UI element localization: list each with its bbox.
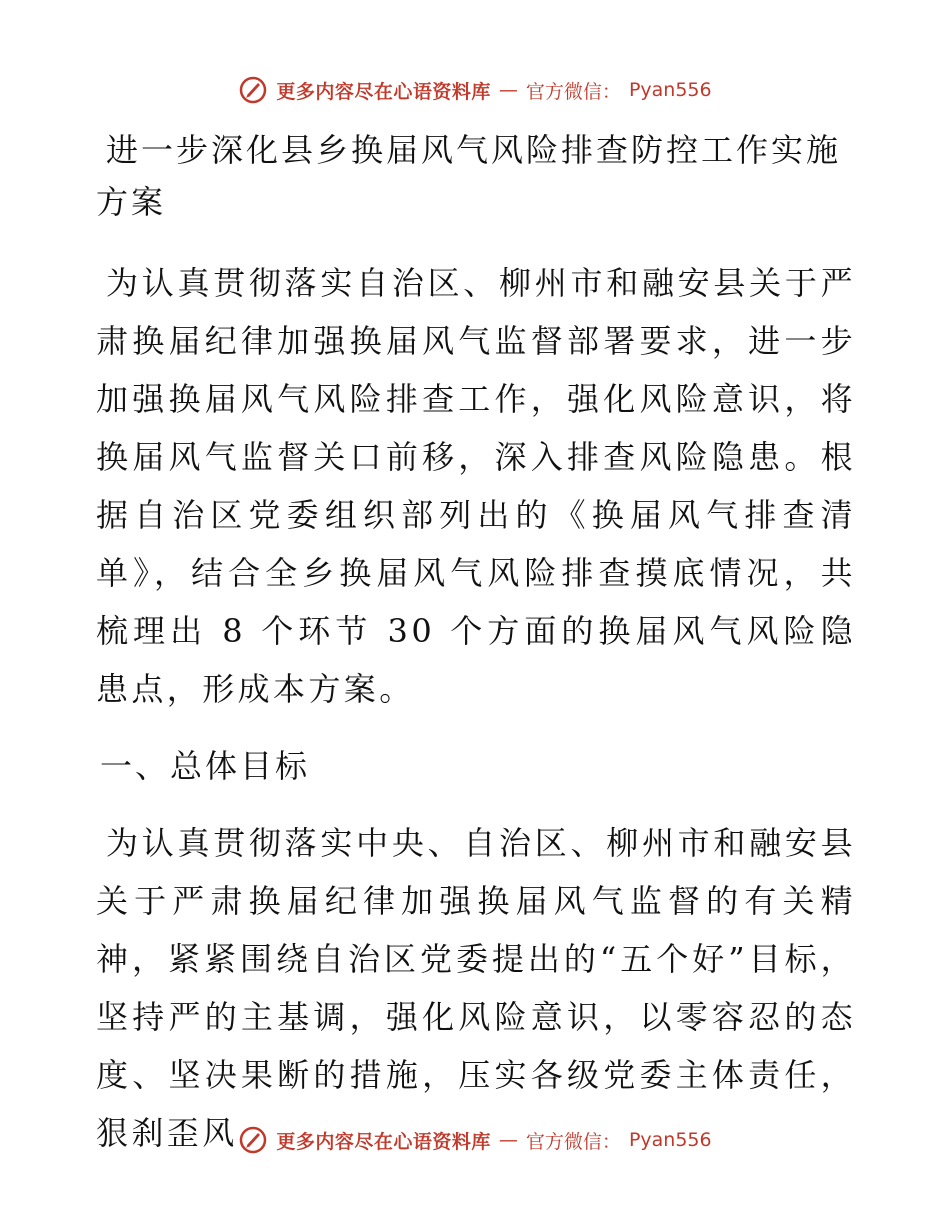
document-title: 进一步深化县乡换届风气风险排查防控工作实施方案 (96, 131, 842, 221)
watermark-dash: — (498, 1129, 518, 1151)
watermark-wechat-label: 官方微信： (525, 1130, 621, 1153)
watermark-wechat-label: 官方微信： (525, 80, 621, 103)
paragraph-intro: 为认真贯彻落实自治区、柳州市和融安县关于严肃换届纪律加强换届风气监督部署要求，进一步加强换届风气风险排查工作，强化风险意识，将换届风气监督关口前移，深入排查风险隐患。根据自治区党委组织部列出的《换届风气排查清单》，结合全乡换届风气风险排查摸底情况，共梳理出 8 个环节 30 个方面的换届风气风险隐患点，形成本方案。 (96, 264, 856, 708)
watermark-handle: Pyan556 (628, 79, 712, 101)
logo-icon (238, 1125, 268, 1155)
paragraph-overall-goal: 为认真贯彻落实中央、自治区、柳州市和融安县关于严肃换届纪律加强换届风气监督的有关精神，紧紧围绕自治区党委提出的“五个好”目标，坚持严的主基调，强化风险意识，以零容忍的态度、坚决果断的措施，压实各级党委主体责任，狠刹歪风 (96, 824, 856, 1152)
watermark-handle: Pyan556 (628, 1129, 712, 1151)
section-heading-overall-goal: 一、总体目标 (100, 747, 311, 785)
watermark-footer (0, 1120, 950, 1160)
document-body (96, 124, 856, 1180)
logo-icon (238, 75, 268, 105)
watermark-brand: 更多内容尽在心语资料库 (276, 1130, 491, 1153)
watermark-brand: 更多内容尽在心语资料库 (276, 80, 491, 103)
watermark-header (0, 70, 950, 110)
watermark-dash: — (498, 79, 518, 101)
